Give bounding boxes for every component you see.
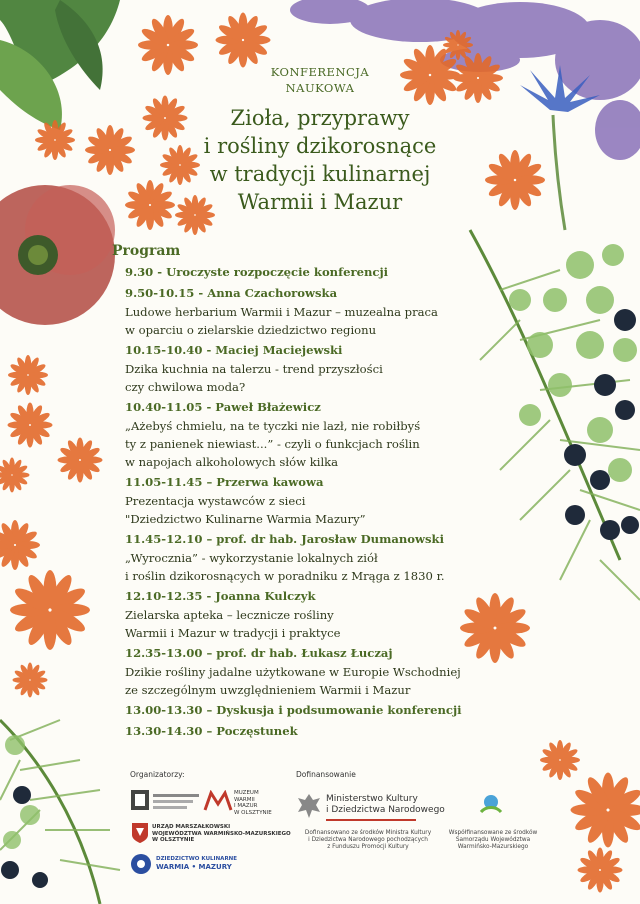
program-item: [125, 643, 520, 699]
marshal-office-text: [152, 824, 291, 844]
ministry-name: [326, 794, 445, 816]
ministry-underline: [326, 819, 416, 821]
program-item-heading: 10.40-11.05 - Paweł Błażewicz: [125, 400, 321, 414]
heritage-line-1: DZIEDZICTWO KULINARNE: [156, 856, 238, 862]
program-item: [125, 586, 520, 642]
museum-logo-line-1: MUZEUM: [234, 790, 259, 796]
program-item-heading: 11.05-11.45 – Przerwa kawowa: [125, 475, 324, 489]
program-item-description: Prezentacja wystawców z sieci: [125, 494, 306, 508]
polish-eagle-icon: [296, 792, 322, 820]
program-item-description: ze szczególnym uwzględnieniem Warmii i Mazur: [125, 683, 411, 697]
program-item-description: czy chwilowa moda?: [125, 380, 246, 394]
voivodeship-logo-icon: [478, 792, 504, 818]
museum-logo-text: [234, 790, 272, 816]
program-item-description: i roślin dzikorosnących w poradniku z Mrąga z 1830 r.: [125, 569, 445, 583]
marshal-line-2: WOJEWÓDZTWA WARMIŃSKO-MAZURSKIEGO: [152, 830, 291, 837]
kicker-line-2: NAUKOWA: [285, 81, 355, 95]
heritage-line-2: WARMIA • MAZURY: [156, 862, 232, 871]
program-item: [125, 397, 520, 471]
museum-logo-line-2: WARMII: [234, 796, 255, 803]
program-item-description: "Dziedzictwo Kulinarne Warmia Mazury”: [125, 512, 366, 526]
museum-logo-icon: [203, 790, 233, 812]
program-item-description: „Ażebyś chmielu, na te tyczki nie lazł, nie robiłbyś: [125, 419, 421, 433]
program-item-description: Dzika kuchnia na talerzu - trend przyszłości: [125, 362, 383, 376]
ministry-funding-note: [283, 830, 453, 851]
conference-kicker: [160, 64, 480, 96]
title-line-4: Warmii i Mazur: [237, 190, 403, 214]
program-item-heading: 12.35-13.00 – prof. dr hab. Łukasz Łuczaj: [125, 646, 393, 660]
program-item-description: w napojach alkoholowych słów kilka: [125, 455, 339, 469]
voivodeship-note-line-2: Samorządu Województwa: [455, 837, 531, 843]
title-line-3: w tradycji kulinarnej: [209, 162, 431, 186]
ministry-line-2: i Dziedzictwa Narodowego: [326, 805, 445, 815]
program-item-heading: 13.30-14.30 – Poczęstunek: [125, 724, 298, 738]
ministry-line-1: Ministerstwo Kultury: [326, 794, 418, 804]
program-item: [125, 340, 520, 396]
program-item-heading: 12.10-12.35 - Joanna Kulczyk: [125, 589, 316, 603]
ministry-note-line-3: z Funduszu Promocji Kultury: [327, 844, 409, 850]
ministry-note-line-2: i Dziedzictwa Narodowego pochodzących: [308, 837, 428, 843]
organizer-emblem-icon: [131, 788, 201, 814]
program-heading: Program: [112, 243, 181, 259]
ministry-note-line-1: Dofinansowano ze środków Ministra Kultury: [304, 830, 432, 836]
museum-logo-line-4: W OLSZTYNIE: [234, 809, 272, 816]
voivodeship-note-line-1: Współfinansowane ze środków: [448, 830, 538, 836]
program-item: [125, 472, 520, 528]
program-item: [125, 262, 520, 282]
program-item-heading: 9.30 - Uroczyste rozpoczęcie konferencji: [125, 265, 389, 279]
program-item-description: Warmii i Mazur w tradycji i praktyce: [125, 626, 341, 640]
culinary-heritage-text: [156, 856, 237, 872]
museum-logo-line-3: I MAZUR: [234, 803, 258, 809]
marshal-line-1: URZĄD MARSZAŁKOWSKI: [152, 824, 231, 830]
program-item-description: Dzikie rośliny jadalne użytkowane w Europie Wschodniej: [125, 665, 461, 679]
funding-label: Dofinansowanie: [296, 770, 356, 779]
program-item: [125, 529, 520, 585]
marshal-line-3: W OLSZTYNIE: [152, 837, 195, 843]
program-item-heading: 10.15-10.40 - Maciej Maciejewski: [125, 343, 343, 357]
leaves-top-left: [0, 0, 120, 130]
program-list: [125, 262, 520, 742]
program-item-description: Zielarska apteka – lecznicze rośliny: [125, 608, 334, 622]
voivodeship-funding-note: [443, 830, 543, 851]
program-item-heading: 11.45-12.10 – prof. dr hab. Jarosław Dumanowski: [125, 532, 444, 546]
program-item-description: Ludowe herbarium Warmii i Mazur – muzealna praca: [125, 305, 438, 319]
program-item-heading: 9.50-10.15 - Anna Czachorowska: [125, 286, 338, 300]
title-line-1: Zioła, przyprawy: [230, 106, 410, 130]
program-item-description: w oparciu o zielarskie dziedzictwo regionu: [125, 323, 377, 337]
footer: [0, 760, 640, 904]
program-item-description: ty z panienek niewiast...” - czyli o funkcjach roślin: [125, 437, 420, 451]
conference-title: [160, 104, 480, 216]
program-item-description: „Wyrocznia” - wykorzystanie lokalnych ziół: [125, 551, 378, 565]
coat-of-arms-icon: [131, 822, 149, 844]
voivodeship-note-line-3: Warmińsko-Mazurskiego: [457, 844, 529, 850]
program-item: [125, 700, 520, 720]
program-item: [125, 721, 520, 741]
title-line-2: i rośliny dzikorosnące: [203, 134, 437, 158]
program-item: [125, 283, 520, 339]
organizers-label: Organizatorzy:: [130, 770, 185, 779]
program-item-heading: 13.00-13.30 – Dyskusja i podsumowanie konferencji: [125, 703, 462, 717]
kicker-line-1: KONFERENCJA: [270, 65, 370, 79]
culinary-heritage-logo-icon: [130, 853, 152, 875]
poppy-icon: [0, 185, 115, 325]
